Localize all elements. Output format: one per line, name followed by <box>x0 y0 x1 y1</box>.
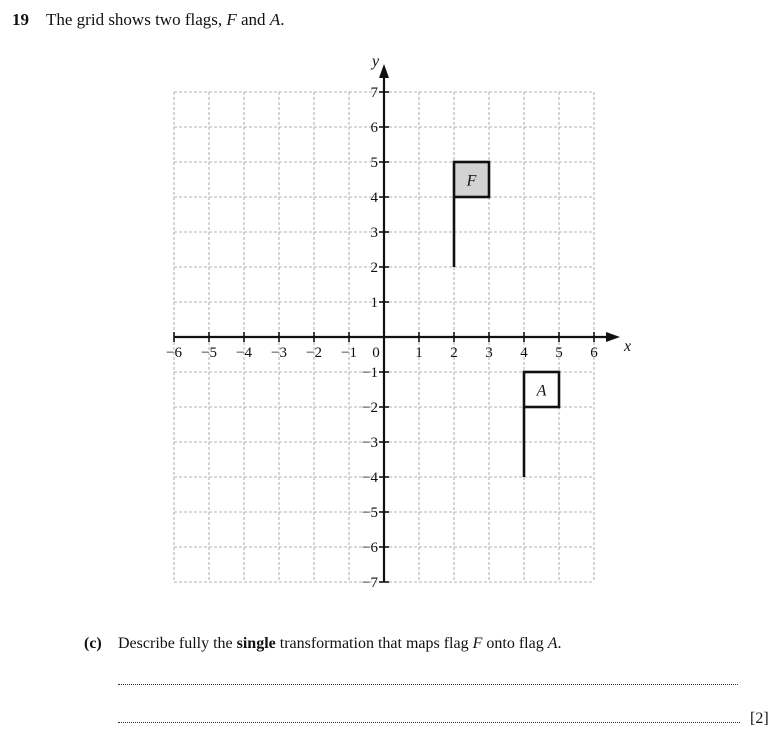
question-number: 19 <box>12 10 29 29</box>
x-tick-label: −1 <box>341 345 357 361</box>
y-tick-label: 3 <box>370 225 378 241</box>
x-axis-arrow <box>606 332 620 342</box>
part-c-flag-a: A <box>547 635 558 652</box>
question-flag-a: A <box>269 10 281 29</box>
y-tick-label: 2 <box>370 260 378 276</box>
part-c-bold-word: single <box>236 635 276 652</box>
y-tick-label: −4 <box>362 470 378 486</box>
answer-line-1[interactable] <box>118 684 738 685</box>
part-c-label: (c) <box>84 635 102 652</box>
y-tick-label: −5 <box>362 505 378 521</box>
part-c-text-mid: transformation that maps flag <box>275 635 473 652</box>
x-tick-label: 5 <box>555 345 563 361</box>
y-tick-label: 4 <box>370 190 378 206</box>
y-tick-label: −7 <box>362 575 378 591</box>
x-axis-label: x <box>624 338 632 355</box>
y-tick-label: 6 <box>370 120 378 136</box>
part-c-text-after: . <box>557 635 562 652</box>
flag-f-label: F <box>466 172 477 190</box>
y-tick-label: 7 <box>370 85 378 101</box>
origin-label: 0 <box>372 345 380 361</box>
part-c-question <box>84 635 561 653</box>
question-text-mid: and <box>236 10 270 29</box>
x-tick-label: −4 <box>236 345 252 361</box>
x-tick-label: 4 <box>520 345 528 361</box>
y-tick-label: 5 <box>370 155 378 171</box>
y-tick-label: 1 <box>370 295 378 311</box>
x-tick-label: 1 <box>415 345 423 361</box>
x-tick-label: −5 <box>201 345 217 361</box>
x-tick-label: 2 <box>450 345 458 361</box>
x-tick-label: −3 <box>271 345 287 361</box>
y-tick-label: −1 <box>362 365 378 381</box>
flag-a-label: A <box>536 382 547 400</box>
y-axis-arrow <box>379 64 389 78</box>
question-text-before: The grid shows two flags, <box>46 10 227 29</box>
y-tick-label: −2 <box>362 400 378 416</box>
x-tick-label: 6 <box>590 345 598 361</box>
answer-line-2[interactable] <box>118 722 740 723</box>
question-flag-f: F <box>226 10 237 29</box>
x-tick-label: 3 <box>485 345 493 361</box>
y-axis-label: y <box>372 53 380 70</box>
x-tick-label: −6 <box>166 345 182 361</box>
part-c-text-mid2: onto flag <box>482 635 548 652</box>
x-tick-label: −2 <box>306 345 322 361</box>
y-tick-label: −3 <box>362 435 378 451</box>
question-text-after: . <box>280 10 285 29</box>
part-c-flag-f: F <box>472 635 483 652</box>
y-tick-label: −6 <box>362 540 378 556</box>
part-c-text-before: Describe fully the <box>118 635 237 652</box>
marks-label: [2] <box>750 710 769 727</box>
